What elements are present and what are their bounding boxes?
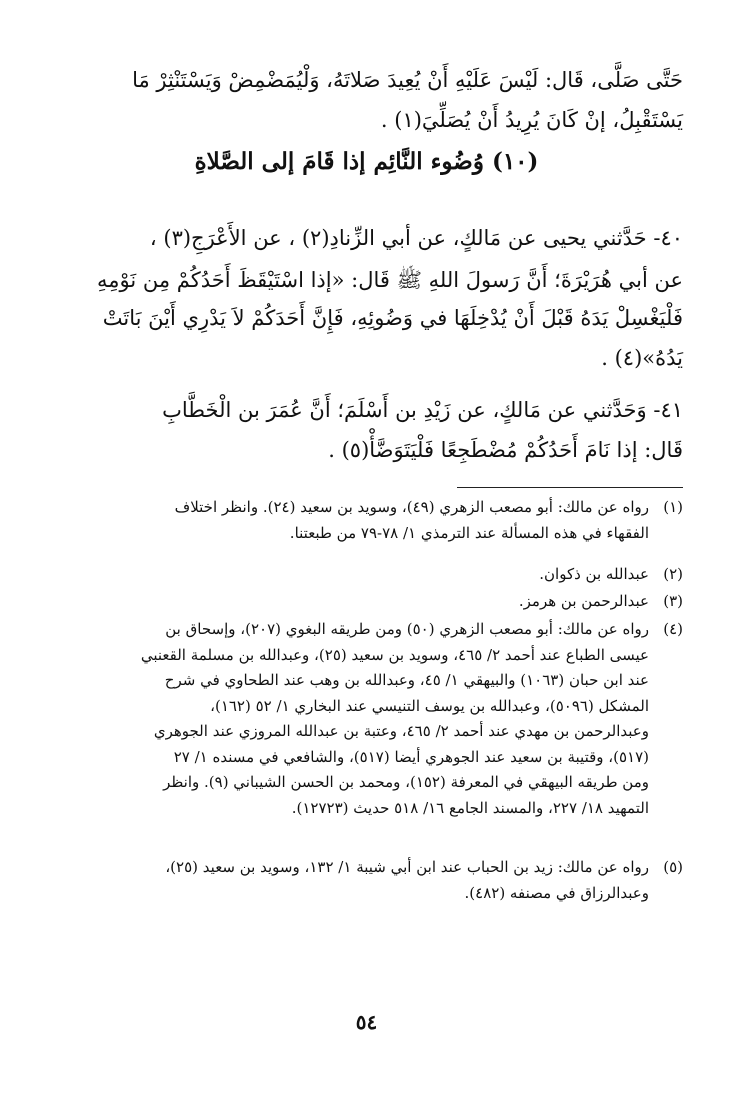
footnote-5 — [50, 855, 683, 906]
footnote-2 — [50, 562, 683, 588]
footnote-text: رواه عن مالك: أبو مصعب الزهري (٤٩)، وسويد بن سعيد (٢٤). وانظر اختلاف — [174, 498, 649, 516]
footnote-divider — [457, 487, 683, 488]
footnote-text: الفقهاء في هذه المسألة عند الترمذي ١/ ٧٨-٧٩ من طبعتنا. — [289, 523, 649, 542]
hadith-40-line-4: يَدُهُ»(٤) . — [601, 346, 683, 370]
hadith-40-line-2: عن أبي هُرَيْرَةَ؛ أَنَّ رَسولَ اللهِ ﷺ قَال: «إذا اسْتَيْقَظَ أَحَدُكُمْ مِن نَوْمِهِ — [96, 268, 683, 292]
hadith-41-line-1: ٤١- وَحَدَّثني عن مَالكٍ، عن زَيْدِ بن أَسْلَمَ؛ أَنَّ عُمَرَ بن الْخَطَّابِ — [162, 398, 683, 422]
page-number: ٥٤ — [355, 1010, 378, 1034]
chapter-heading: (١٠) وُضُوء النَّائِم إذا قَامَ إلى الصَّلاةِ — [194, 148, 539, 175]
hadith-40-line-3: فَلْيَغْسِلْ يَدَهُ قَبْلَ أَنْ يُدْخِلَهَا في وَضُوئِهِ، فَإِنَّ أَحَدَكُمْ لاَ يَدْرِي أَيْنَ بَاتَتْ — [102, 306, 683, 330]
footnote-4 — [50, 617, 683, 821]
footnote-text: رواه عن مالك: زيد بن الحباب عند ابن أبي شيبة ١/ ١٣٢، وسويد بن سعيد (٢٥)، — [165, 858, 649, 876]
footnote-text: المشكل (٥٠٩٦)، وعبدالله بن يوسف التنيسي عند البخاري ١/ ٥٢ (١٦٢)، — [210, 696, 649, 715]
footnote-number: (٣) — [663, 592, 683, 610]
hadith-40-line-1: ٤٠- حَدَّثني يحيى عن مَالكٍ، عن أبي الزِّنادِ(٢) ، عن الأَعْرَجِ(٣) ، — [149, 226, 683, 250]
footnote-text: وعبدالرزاق في مصنفه (٤٨٢). — [464, 883, 649, 902]
hadith-41-line-2: قَال: إذا نَامَ أَحَدُكُمْ مُضْطَجِعًا فَلْيَتَوَضَّأْ(٥) . — [328, 438, 683, 462]
footnote-text: ومن طريقه البيهقي في المعرفة (١٥٢)، ومحمد بن الحسن الشيباني (٩). وانظر — [163, 773, 649, 791]
footnote-number: (٥) — [663, 858, 683, 876]
footnote-text: عبدالرحمن بن هرمز. — [518, 592, 649, 610]
footnote-number: (٤) — [663, 620, 683, 638]
footnote-text: عبدالله بن ذكوان. — [539, 565, 649, 583]
footnote-3 — [50, 589, 683, 615]
footnote-number: (٢) — [663, 565, 683, 583]
footnote-text: وعبدالرحمن بن مهدي عند أحمد ٢/ ٤٦٥، وعتبة بن عبدالله المروزي عند الجوهري — [153, 722, 649, 740]
footnote-text: عيسى الطباع عند أحمد ٢/ ٤٦٥، وسويد بن سعيد (٢٥)، وعبدالله بن مسلمة القعنبي — [140, 645, 649, 664]
footnote-number: (١) — [663, 498, 683, 516]
text-line-1: حَتَّى صَلَّى، قَال: لَيْسَ عَلَيْهِ أَنْ يُعِيدَ صَلاتَهُ، وَلْيُمَضْمِضْ وَيَسْتَنْثِرْ مَا — [132, 68, 683, 92]
footnote-text: عند ابن حبان (١٠٦٣) والبيهقي ١/ ٤٥، وعبدالله بن وهب عند الطحاوي في شرح — [164, 671, 649, 689]
footnote-1 — [50, 495, 683, 546]
footnote-text: التمهيد ١٨/ ٢٢٧، والمسند الجامع ١٦/ ٥١٨ حديث (١٢٧٢٣). — [291, 798, 649, 817]
footnote-text: (٥١٧)، وقتيبة بن سعيد عند الجوهري أيضا (٥١٧)، والشافعي في مسنده ١/ ٢٧ — [173, 747, 649, 766]
text-line-2: يَسْتَقْبِلُ، إنْ كَانَ يُرِيدُ أَنْ يُصَلِّيَ(١) . — [380, 108, 683, 132]
footnote-text: رواه عن مالك: أبو مصعب الزهري (٥٠) ومن طريقه البغوي (٢٠٧)، وإسحاق بن — [165, 620, 649, 638]
